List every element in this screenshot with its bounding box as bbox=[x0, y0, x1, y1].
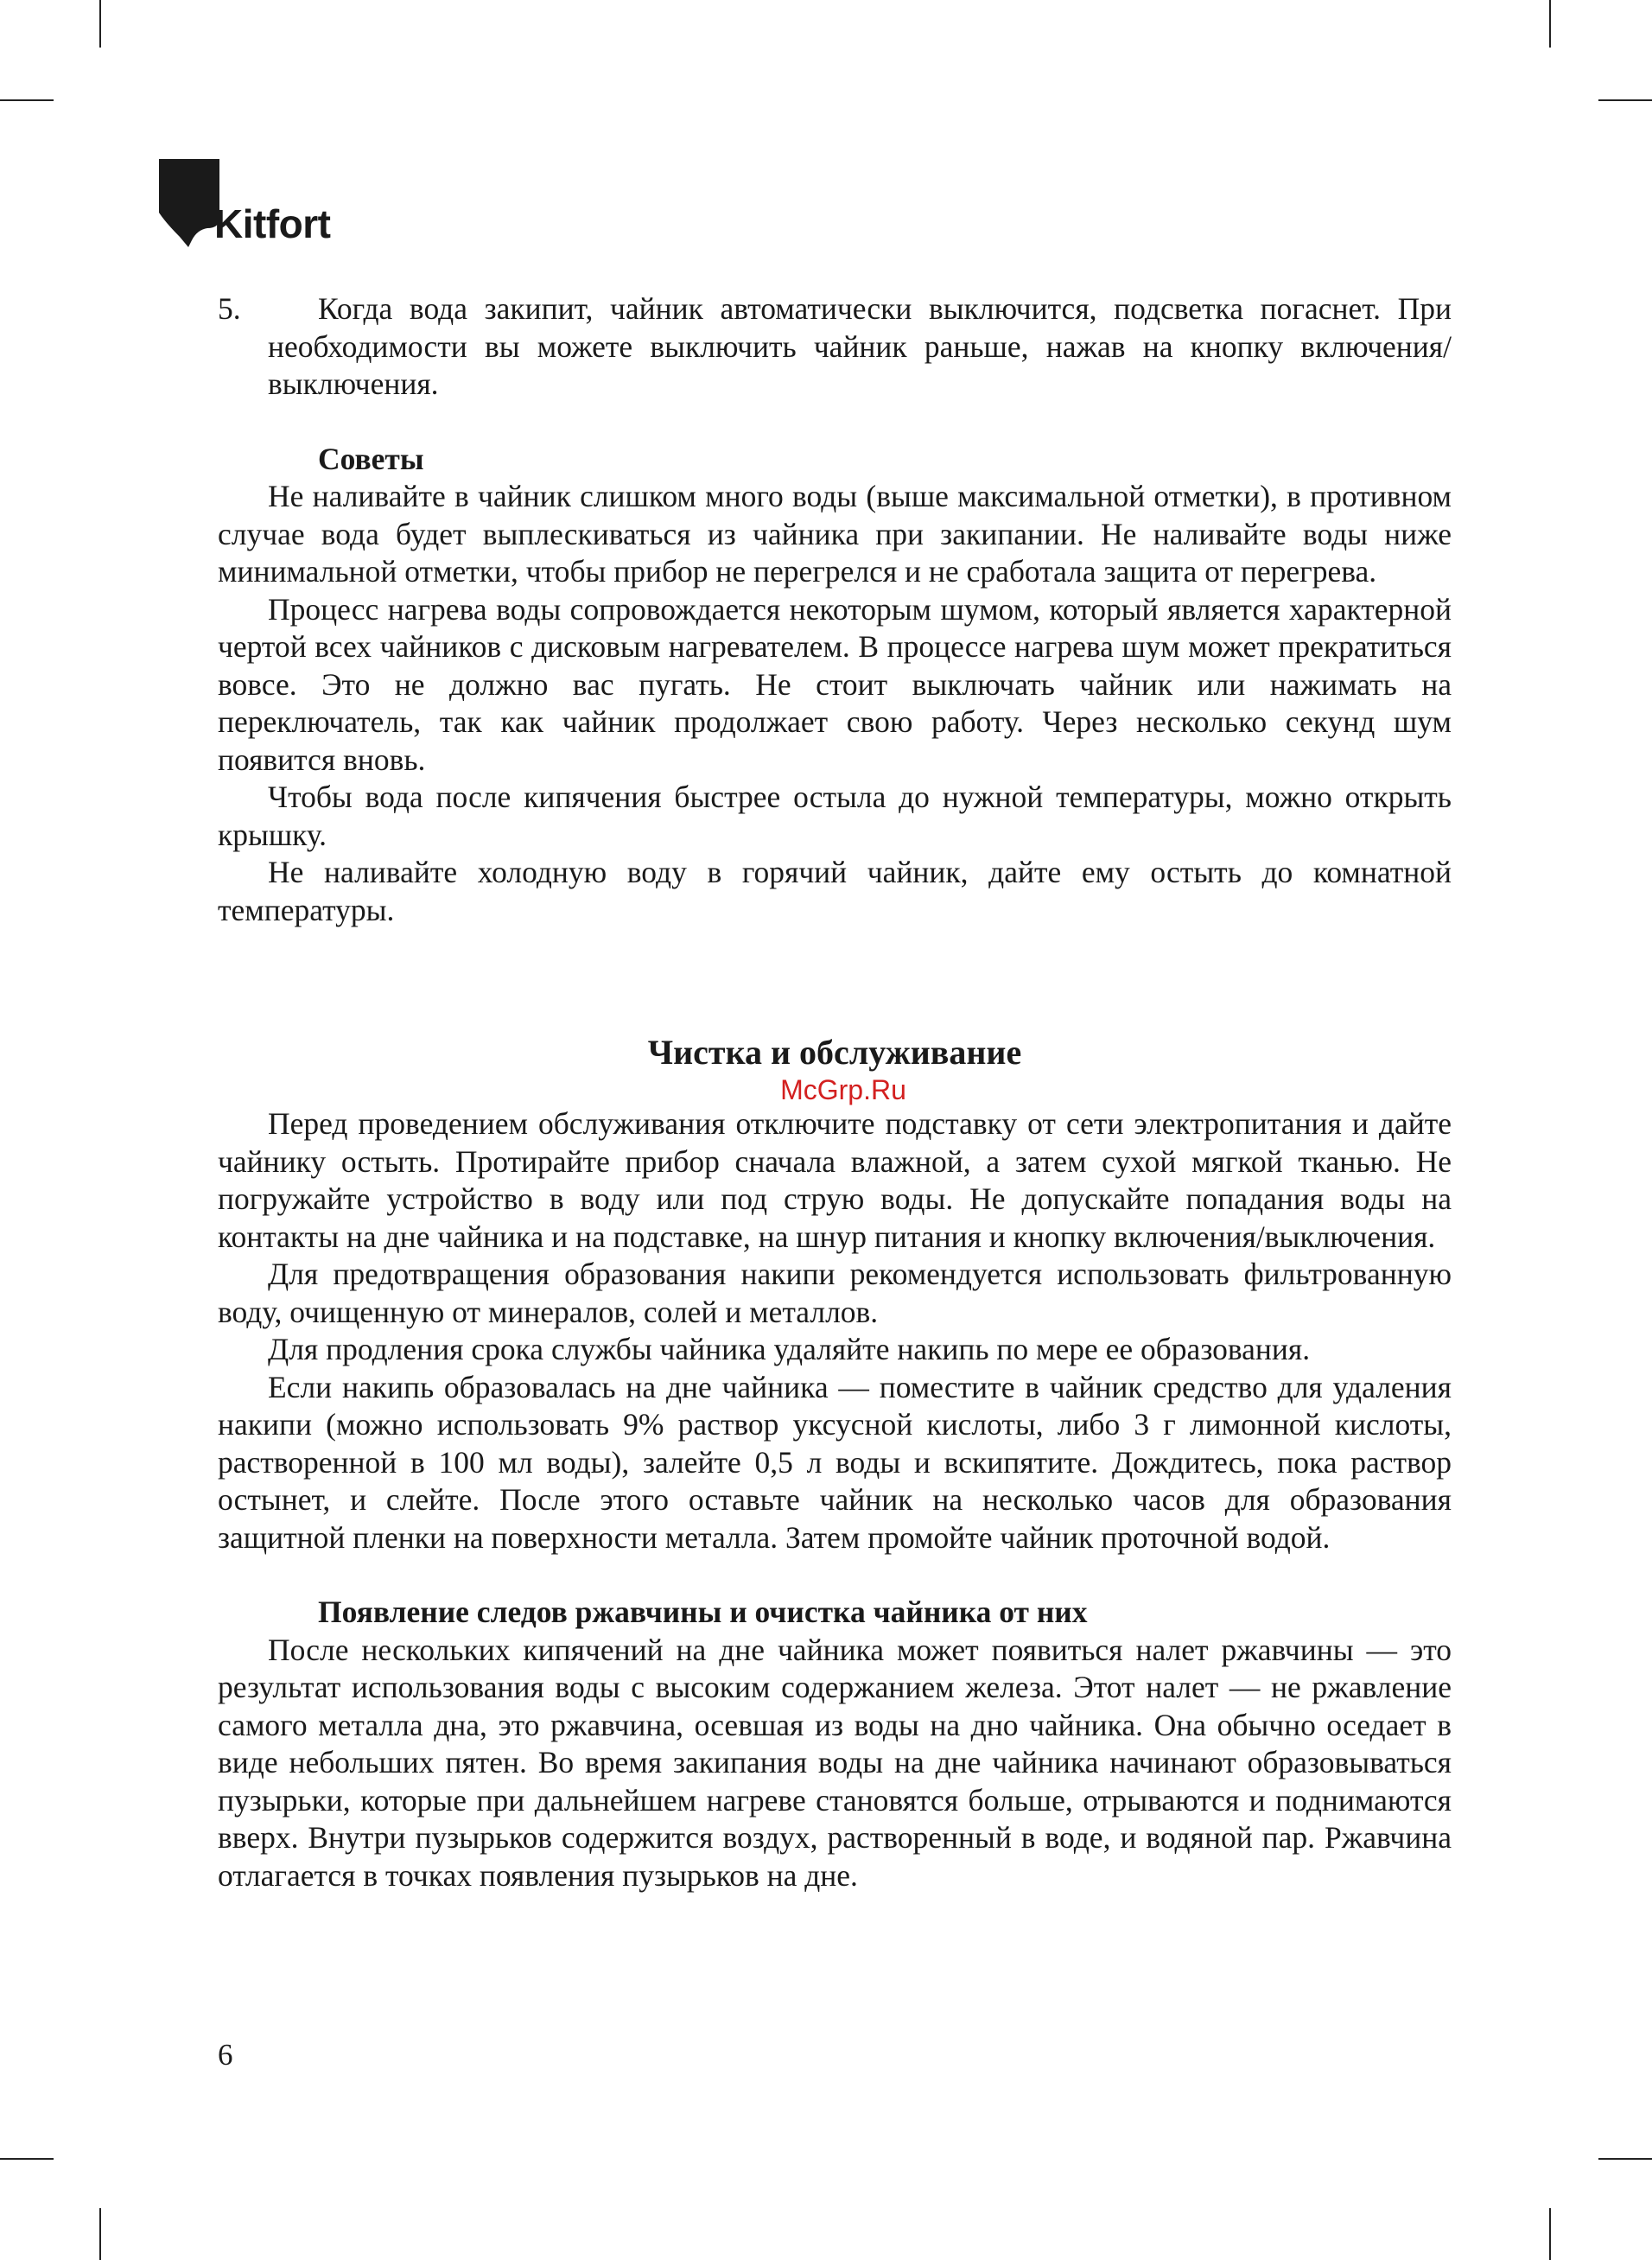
cleaning-paragraph: Для продления срока службы чайника удаляйте накипь по мере ее образования. bbox=[268, 1332, 1311, 1366]
document-body bbox=[218, 290, 1452, 1894]
watermark: McGrp.Ru bbox=[780, 1074, 906, 1105]
crop-mark bbox=[1598, 99, 1652, 101]
tips-paragraph: Чтобы вода после кипячения быстрее остыла до нужной температуры, можно открыть крышку. bbox=[218, 780, 1452, 852]
crop-mark bbox=[1598, 2158, 1652, 2160]
tips-paragraph: Процесс нагрева воды сопровождается некоторым шумом, который является характерной чертой всех чайников с дисковым нагревателем. В процессе нагрева шум может прекратиться вовсе. Это не должно вас пугать. Не стоит выключать чайник или нажимать на переключатель, так как чайник продолжает свою работу. Через несколько секунд шум появится вновь. bbox=[218, 591, 1452, 777]
crop-mark bbox=[1549, 2208, 1551, 2260]
page-number: 6 bbox=[218, 2038, 233, 2072]
crop-mark bbox=[0, 2158, 54, 2160]
tips-paragraph: Не наливайте холодную воду в горячий чайник, дайте ему остыть до комнатной температуры. bbox=[218, 855, 1452, 927]
brand-name: Kitfort bbox=[214, 201, 331, 246]
cleaning-paragraph: Если накипь образовалась на дне чайника — поместите в чайник средство для удаления накипи (можно использовать 9% раствор уксусной кислоты, либо 3 г лимонной кислоты, растворенной в 100 мл воды), залейте 0,5 л воды и вскипятите. Дождитесь, пока раствор остынет, и слейте. После этого оставьте чайник на несколько часов для образования защитной пленки на поверхности металла. Затем промойте чайник проточной водой. bbox=[218, 1369, 1452, 1555]
cleaning-paragraph: Перед проведением обслуживания отключите подставку от сети электропитания и дайте чайнику остыть. Протирайте прибор сначала влажной, а затем сухой мягкой тканью. Не погружайте устройство в воду или под струю воды. Не допускайте попадания воды на контакты на дне чайника и на подставке, на шнур питания и кнопку включения/выключения. bbox=[218, 1106, 1452, 1254]
tips-paragraph: Не наливайте в чайник слишком много воды (выше максимальной отметки), в противном случае вода будет выплескиваться из чайника при закипании. Не наливайте воды ниже минимальной отметки, чтобы прибор не перегрелся и не сработала защита от перегрева. bbox=[218, 479, 1452, 589]
cleaning-paragraph: Для предотвращения образования накипи рекомендуется использовать фильтрованную воду, очищенную от минералов, солей и металлов. bbox=[218, 1257, 1452, 1329]
crop-mark bbox=[1549, 0, 1551, 48]
tips-title: Советы bbox=[318, 441, 424, 476]
rust-paragraph: После нескольких кипячений на дне чайника может появиться налет ржавчины — это результат использования воды с высоким содержанием железа. Этот налет — не ржавление самого металла дна, это ржавчина, осевшая из воды на дно чайника. Она обычно оседает в виде небольших пятен. Во время закипания воды на дне чайника начинают образовываться пузырьки, которые при дальнейшем нагреве становятся больше, отрываются и поднимаются вверх. Внутри пузырьков содержится воздух, растворенный в воде, и водяной пар. Ржавчина отлагается в точках появления пузырьков на дне. bbox=[218, 1632, 1452, 1893]
crop-mark bbox=[99, 2208, 101, 2260]
crop-mark bbox=[99, 0, 101, 48]
list-number: 5. bbox=[218, 291, 241, 326]
crop-mark bbox=[0, 99, 54, 101]
rust-title: Появление следов ржавчины и очистка чайника от них bbox=[318, 1595, 1088, 1629]
list-item-text: Когда вода закипит, чайник автоматически выключится, подсветка погаснет. При необходимости вы можете выключить чайник раньше, нажав на кнопку включения/выключения. bbox=[268, 291, 1452, 401]
section-title: Чистка и обслуживание bbox=[647, 1033, 1022, 1072]
list-item bbox=[218, 290, 1452, 404]
